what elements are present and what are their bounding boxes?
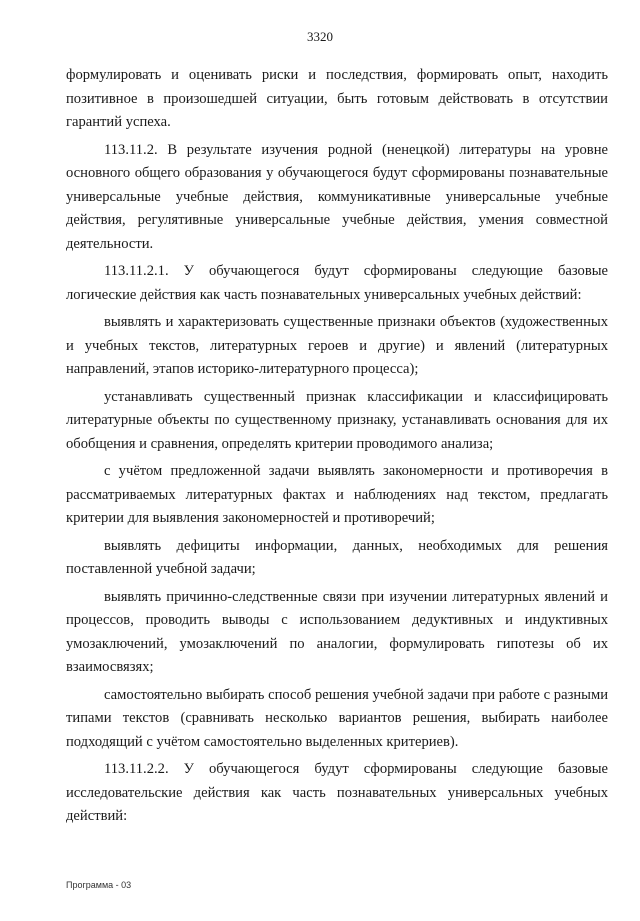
list-item-patterns: с учётом предложенной задачи выявлять закономерности и противоречия в рассматриваемых литературных фактах и наблюдениях над текстом, предлагать критерии для выявления закономерностей и противоречий;	[66, 463, 608, 526]
paragraph-113-11-2-2: 113.11.2.2. У обучающегося будут сформированы следующие базовые исследовательские действия как часть познавательных универсальных учебных действий:	[66, 761, 608, 824]
document-body	[66, 64, 608, 833]
list-item-causal-links: выявлять причинно-следственные связи при изучении литературных явлений и процессов, проводить выводы с использованием дедуктивных и индуктивных умозаключений, умозаключений по аналогии, формулировать гипотезы об их взаимосвязях;	[66, 588, 608, 675]
list-item-classification: устанавливать существенный признак классификации и классифицировать литературные объекты по существенному признаку, устанавливать основания для их обобщения и сравнения, определять критерии проводимого анализа;	[66, 388, 608, 452]
page-number: 3320	[307, 29, 333, 44]
footer-label: Программа - 03	[66, 880, 132, 890]
paragraph-113-11-2-1: 113.11.2.1. У обучающегося будут сформированы следующие базовые логические действия как часть познавательных универсальных учебных действий:	[66, 263, 608, 303]
list-item-information-deficits: выявлять дефициты информации, данных, необходимых для решения поставленной учебной задачи;	[66, 537, 608, 577]
list-item-solution-choice: самостоятельно выбирать способ решения учебной задачи при работе с разными типами текстов (сравнивать несколько вариантов решения, выбирать наиболее подходящий с учётом самостоятельно выделенных критериев).	[66, 686, 608, 750]
list-item-characteristics: выявлять и характеризовать существенные признаки объектов (художественных и учебных текстов, литературных героев и другие) и явлений (литературных направлений, этапов историко-литературного процесса);	[66, 314, 608, 377]
paragraph-113-11-2: 113.11.2. В результате изучения родной (ненецкой) литературы на уровне основного общего образования у обучающегося будут сформированы познавательные универсальные учебные действия, коммуникативные универсальные учебные действия, регулятивные универсальные учебные действия, умения совместной деятельности.	[66, 141, 608, 252]
paragraph-continuation: формулировать и оценивать риски и последствия, формировать опыт, находить позитивное в произошедшей ситуации, быть готовым действовать в отсутствии гарантий успеха.	[66, 67, 608, 130]
